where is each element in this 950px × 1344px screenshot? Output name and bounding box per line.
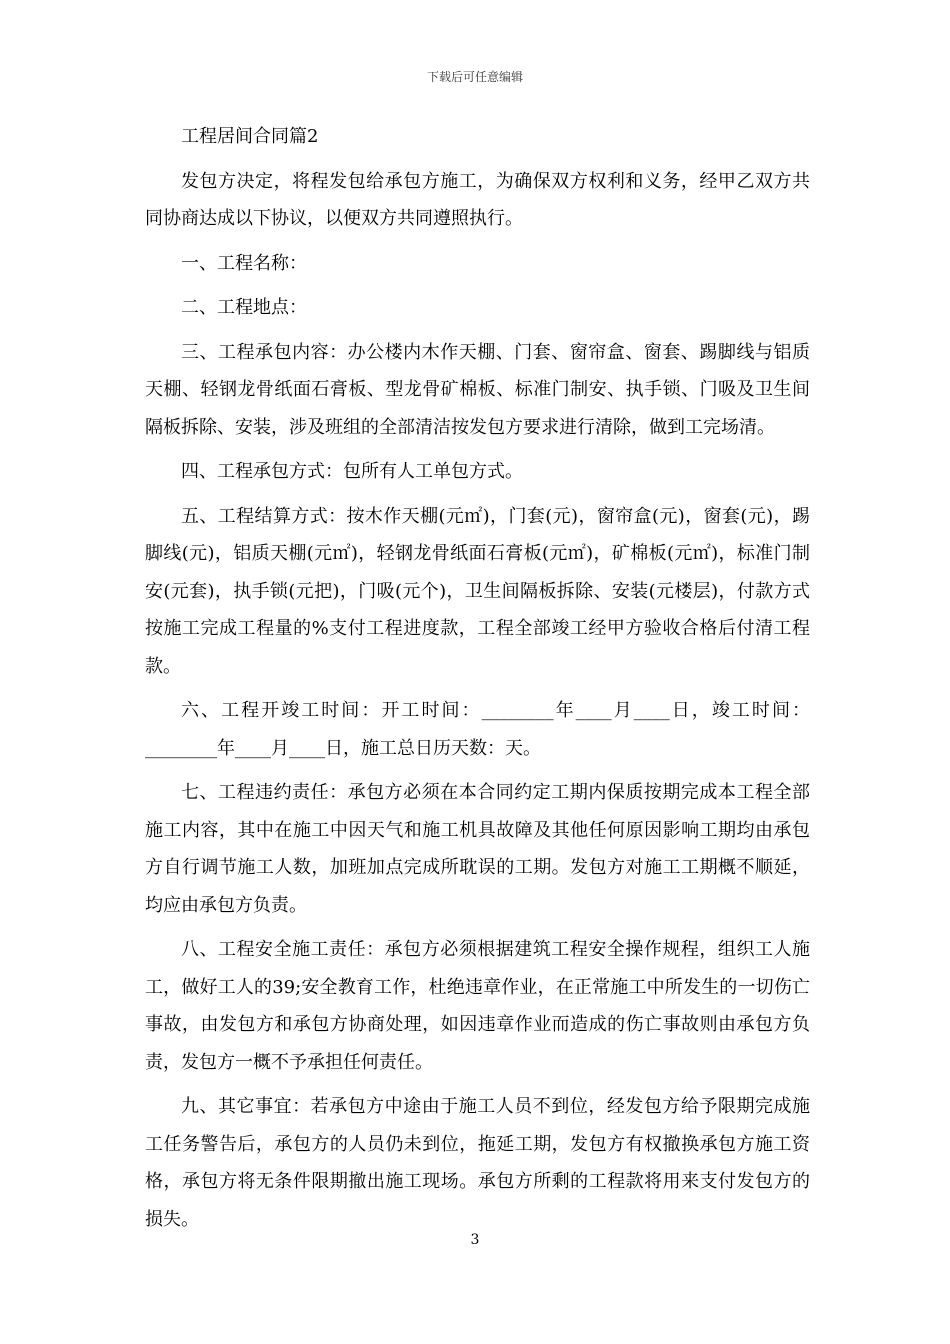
paragraph-project-location: 二、工程地点：	[181, 297, 307, 318]
paragraph-safety-liability: 八、工程安全施工责任：承包方必须根据建筑工程安全操作规程，组织工人施工，做好工人的39;安全教育工作，杜绝违章作业，在正常施工中所发生的一切伤亡事故，由发包方和承包方协商处理，如因违章作业而造成的伤亡事故则由承包方负责，发包方一概不予承担任何责任。	[145, 939, 810, 1073]
paragraph-contract-method: 四、工程承包方式：包所有人工单包方式。	[181, 461, 523, 482]
paragraph-project-name: 一、工程名称：	[181, 252, 307, 274]
document-body	[145, 118, 810, 1238]
page-header: 下载后可任意编辑	[426, 70, 523, 84]
page-number: 3	[470, 1232, 480, 1248]
paragraph-schedule: 六、工程开竣工时间：开工时间：________年____月____日，竣工时间：________年____月____日，施工总日历天数：天。	[145, 700, 810, 759]
section-title: 工程居间合同篇2	[181, 126, 319, 147]
paragraph-other-matters: 九、其它事宜：若承包方中途由于施工人员不到位，经发包方给予限期完成施工任务警告后，承包方的人员仍未到位，拖延工期，发包方有权撤换承包方施工资格，承包方将无条件限期撤出施工现场。承包方所剩的工程款将用来支付发包方的损失。	[145, 1096, 810, 1230]
paragraph-scope: 三、工程承包内容：办公楼内木作天棚、门套、窗帘盒、窗套、踢脚线与铝质天棚、轻钢龙骨纸面石膏板、型龙骨矿棉板、标准门制安、执手锁、门吸及卫生间隔板拆除、安装，涉及班组的全部清洁按发包方要求进行清除，做到工完场清。	[145, 341, 810, 438]
paragraph-breach-liability: 七、工程违约责任：承包方必须在本合同约定工期内保质按期完成本工程全部施工内容，其中在施工中因天气和施工机具故障及其他任何原因影响工期均由承包方自行调节施工人数，加班加点完成所耽误的工期。发包方对施工工期概不顺延，均应由承包方负责。	[145, 782, 810, 916]
paragraph-intro: 发包方决定，将程发包给承包方施工，为确保双方权利和义务，经甲乙双方共同协商达成以下协议，以便双方共同遵照执行。	[145, 170, 810, 229]
paragraph-settlement: 五、工程结算方式：按木作天棚(元㎡)，门套(元)，窗帘盒(元)，窗套(元)，踢脚线(元)，铝质天棚(元㎡)，轻钢龙骨纸面石膏板(元㎡)，矿棉板(元㎡)，标准门制安(元套)，执手锁(元把)，门吸(元个)，卫生间隔板拆除、安装(元楼层)，付款方式按施工完成工程量的%支付工程进度款，工程全部竣工经甲方验收合格后付清工程款。	[145, 505, 810, 677]
